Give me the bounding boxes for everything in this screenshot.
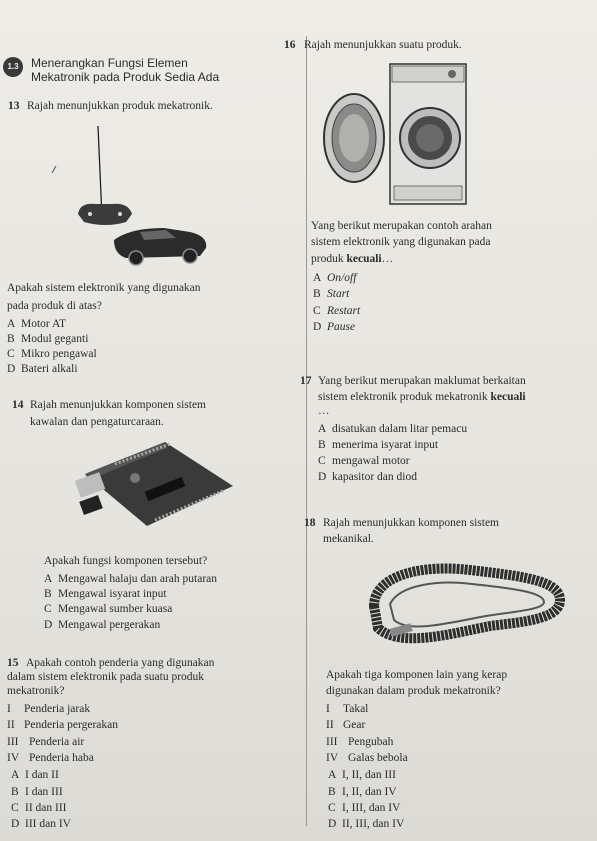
q16-option-c[interactable]: C Restart [313,305,361,317]
q15-option-a[interactable]: A I dan II [11,769,59,781]
q16-option-d[interactable]: D Pause [313,321,356,333]
q18-option-c[interactable]: C I, III, dan IV [328,802,401,814]
q15-stem-line1: Apakah contoh penderia yang digunakan [26,657,215,669]
q15-stem-line2: dalam sistem elektronik pada suatu produk [7,671,205,683]
section-badge: 1.3 [3,57,23,77]
q17-number: 17 [300,375,312,387]
q16-question-line2: sistem elektronik yang digunakan pada [311,236,491,248]
q15-item-4: IV Penderia haba [7,752,94,764]
q18-item-2: II Gear [326,719,366,731]
q18-number: 18 [304,517,316,529]
q16-question-line3: produk kecuali… [311,253,394,265]
q17-option-b[interactable]: B menerima isyarat input [318,439,439,451]
q16-question-line1: Yang berikut merupakan contoh arahan [311,220,492,232]
column-divider [306,36,307,826]
q16-stem: Rajah menunjukkan suatu produk. [304,39,462,51]
q18-stem-line2: mekanikal. [323,533,374,545]
q14-question: Apakah fungsi komponen tersebut? [44,555,208,567]
q15-stem-line3: mekatronik? [7,685,65,697]
section-title-line2: Mekatronik pada Produk Sedia Ada [31,70,220,84]
q13-question-line2: pada produk di atas? [7,300,102,312]
q15-option-c[interactable]: C II dan III [11,802,67,814]
q18-option-a[interactable]: A I, II, dan III [328,769,396,781]
q16-number: 16 [284,39,296,51]
q17-stem-line3: … [318,405,330,417]
q17-option-c[interactable]: C mengawal motor [318,455,410,467]
q17-option-d[interactable]: D kapasitor dan diod [318,471,417,483]
q18-option-d[interactable]: D II, III, dan IV [328,818,405,830]
q18-question-line1: Apakah tiga komponen lain yang kerap [326,669,508,681]
q15-number: 15 [7,657,19,669]
q15-item-3: III Penderia air [7,736,85,748]
q18-question-line2: digunakan dalam produk mekatronik? [326,685,501,697]
washing-machine-image [312,60,467,208]
q13-option-d[interactable]: D Bateri alkali [7,363,78,375]
section-title-line1: Menerangkan Fungsi Elemen [31,56,188,70]
q15-option-d[interactable]: D III dan IV [11,818,71,830]
q16-option-a[interactable]: A On/off [313,272,357,284]
q16-option-b[interactable]: B Start [313,288,350,300]
rc-car-image [40,118,220,278]
q14-stem-line2: kawalan dan pengaturcaraan. [30,416,164,428]
q15-item-2: II Penderia pergerakan [7,719,118,731]
q14-option-a[interactable]: A Mengawal halaju dan arah putaran [44,573,218,585]
q14-number: 14 [12,399,24,411]
q18-item-4: IV Galas bebola [326,752,408,764]
q13-option-c[interactable]: C Mikro pengawal [7,348,97,360]
q18-item-3: III Pengubah [326,736,394,748]
q17-stem-line2: sistem elektronik produk mekatronik kecuali [318,391,526,403]
q14-option-b[interactable]: B Mengawal isyarat input [44,588,167,600]
q17-stem-line1: Yang berikut merupakan maklumat berkaitan [318,375,526,387]
q13-stem: Rajah menunjukkan produk mekatronik. [27,100,213,112]
timing-belt-image [360,556,572,654]
q18-stem-line1: Rajah menunjukkan komponen sistem [323,517,499,529]
q14-stem-line1: Rajah menunjukkan komponen sistem [30,399,206,411]
q14-option-c[interactable]: C Mengawal sumber kuasa [44,603,173,615]
q14-option-d[interactable]: D Mengawal pergerakan [44,619,161,631]
q15-option-b[interactable]: B I dan III [11,786,63,798]
q15-item-1: I Penderia jarak [7,703,91,715]
q18-item-1: I Takal [326,703,369,715]
q13-option-a[interactable]: A Motor AT [7,318,67,330]
microcontroller-board-image [75,434,240,534]
q13-question-line1: Apakah sistem elektronik yang digunakan [7,282,201,294]
q18-option-b[interactable]: B I, II, dan IV [328,786,397,798]
q13-option-b[interactable]: B Modul geganti [7,333,89,345]
q13-number: 13 [8,100,20,112]
q17-option-a[interactable]: A disatukan dalam litar pemacu [318,423,468,435]
